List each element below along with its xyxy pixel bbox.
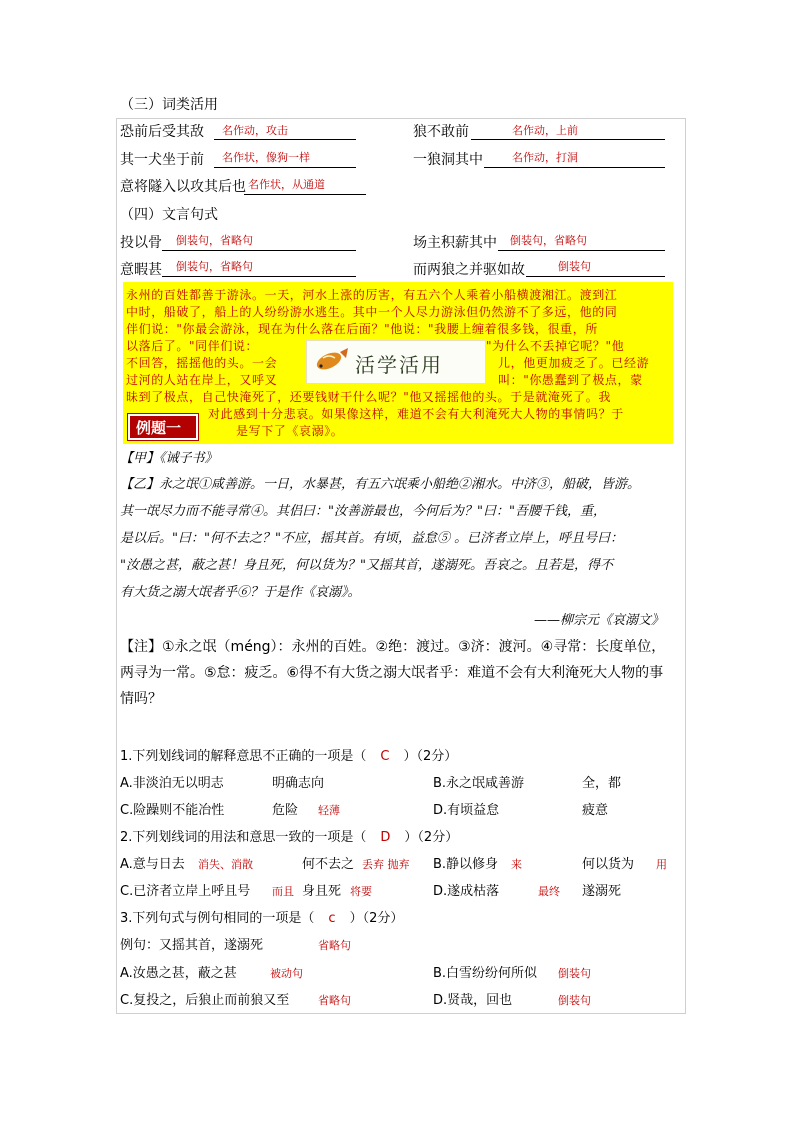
answer-text: 倒装句，省略句: [510, 234, 587, 247]
option-c: C.已济者立岸上呼且号: [120, 884, 251, 899]
question-text: 其一犬坐于前: [120, 152, 204, 168]
question-text: 狼不敢前: [413, 124, 469, 140]
option-d: D.有顷益怠: [433, 803, 500, 818]
option-d2: 遂溺死: [582, 884, 622, 899]
answer-text: 名作动，攻击: [222, 124, 288, 137]
option-a-note: 消失、消散: [198, 858, 253, 871]
question-stem: 3.下列句式与例句相同的一项是（ c ）（2分）: [120, 911, 404, 926]
passage-source: ——柳宗元《哀溺文》: [534, 613, 665, 628]
translation-line: 不回答，摇摇他的头。一会: [126, 356, 278, 370]
option-a2: 何不去之: [302, 857, 355, 872]
answer-text: 倒装句，省略句: [176, 260, 253, 273]
passage-line: 是以后。"曰："何不去之？"不应，摇其首。有顷，益怠⑤ 。已济者立岸上，呼且号曰：: [120, 531, 624, 546]
translation-line: 对此感到十分悲哀。如果像这样，难道不会有大利淹死大人物的事情吗？于: [208, 407, 624, 421]
translation-line: 是写下了《哀溺》。: [236, 424, 344, 438]
translation-line: 昧到了极点，自己快淹死了，还要钱财干什么呢？"他又摇摇他的头。于是就淹死了。我: [126, 390, 611, 404]
answer-underline: [471, 139, 665, 140]
option-d-note: 倒装句: [558, 994, 591, 1007]
option-c-note: 轻薄: [318, 804, 340, 817]
answer-text: 名作动，打洞: [512, 151, 578, 164]
option-a: A.非淡泊无以明志: [120, 776, 224, 791]
question-text: 投以骨: [120, 235, 162, 251]
option-d: D.贤哉，回也: [433, 993, 513, 1008]
option-d-note: 最终: [538, 885, 560, 898]
option-b-note: 来: [511, 858, 522, 871]
option-b: B.白雪纷纷何所似: [433, 966, 538, 981]
option-b-note: 倒装句: [558, 967, 591, 980]
logo-banner: [306, 340, 486, 384]
question-text: 而两狼之并驱如故: [413, 262, 525, 278]
passage-line: 有大货之溺大氓者乎⑥？于是作《哀溺》。: [120, 585, 361, 600]
passage-line: 【乙】永之氓①咸善游。一日，水暴甚，有五六氓乘小船绝②湘水。中济③，船破，皆游。: [120, 477, 641, 492]
translation-line: 以落后了。"同伴们说：: [126, 339, 259, 353]
option-d: D.遂成枯落: [433, 884, 500, 899]
option-b: B.静以修身: [433, 857, 499, 872]
option-b-meaning: 全，都: [582, 776, 622, 791]
answer-underline: [484, 167, 665, 168]
question-stem: 1.下列划线词的解释意思不正确的一项是（ C ）（2分）: [120, 749, 458, 764]
translation-line: 过河的人站在岸上，又呼叉: [126, 373, 278, 387]
option-a-note: 被动句: [270, 967, 303, 980]
question-text: 意将隧入以攻其后也: [120, 179, 246, 195]
translation-line: 中时，船破了，船上的人纷纷游水逃生。其中一个人尽力游泳但仍然游不了多远，他的同: [126, 305, 618, 319]
option-c2-note: 将要: [350, 885, 372, 898]
question-text: 一狼洞其中: [413, 152, 483, 168]
option-d-meaning: 疲意: [582, 803, 609, 818]
answer-underline: [162, 276, 356, 277]
answer-underline: [162, 250, 356, 251]
translation-line: 叫："你愚蠢到了极点，蒙: [498, 373, 643, 387]
koi-fish-icon: [313, 346, 349, 376]
translation-line: 永州的百姓都善于游泳。一天，河水上涨的厉害，有五六个人乘着小船横渡湘江。渡到江: [126, 288, 618, 302]
option-a: A.意与日去: [120, 857, 185, 872]
note-line: 情吗？: [120, 691, 162, 707]
passage-jia: 【甲】《诫子书》: [120, 451, 218, 466]
section-title-3: （三）词类活用: [120, 97, 218, 113]
option-a: A.汝愚之甚，蔽之甚: [120, 966, 237, 981]
logo-text: 活学活用: [355, 353, 443, 377]
option-c: C.复投之，后狼止而前狼又至: [120, 993, 290, 1008]
option-b2-note: 用: [656, 858, 667, 871]
example-badge-label: 例题一: [136, 419, 182, 437]
question-text: 意暇甚: [120, 262, 162, 278]
option-c-meaning: 危险: [272, 803, 299, 818]
answer-text: 倒装句: [558, 260, 591, 273]
option-a-meaning: 明确志向: [272, 776, 325, 791]
passage-line: "汝愚之甚，蔽之甚！身且死，何以货为？"又摇其首，遂溺死。吾哀之。且若是，得不: [120, 558, 613, 573]
option-c: C.险躁则不能冶性: [120, 803, 225, 818]
passage-line: 其一氓尽力而不能寻常④。其侣曰："汝善游最也，今何后为？"曰："吾腰千钱，重，: [120, 504, 606, 519]
option-b: B.永之氓咸善游: [433, 776, 525, 791]
example-note: 省略句: [318, 939, 351, 952]
answer-text: 名作状，从通道: [248, 178, 325, 191]
option-c-note: 省略句: [318, 994, 351, 1007]
question-text: 场主积薪其中: [413, 235, 497, 251]
option-c-note: 而且: [272, 885, 294, 898]
answer-underline: [214, 167, 356, 168]
answer-underline: [244, 194, 366, 195]
translation-line: 儿，他更加疲乏了。已经游: [498, 356, 650, 370]
option-c2: 身且死: [302, 884, 342, 899]
question-text: 恐前后受其敌: [120, 124, 204, 140]
answer-underline: [498, 250, 665, 251]
example-badge: [128, 414, 198, 440]
note-line: 【注】①永之氓（méng）：永州的百姓。②绝：渡过。③济：渡河。④寻常：长度单位，: [120, 639, 666, 655]
answer-underline: [214, 139, 356, 140]
section-title-4: （四）文言句式: [120, 207, 218, 223]
example-sentence: 例句：又摇其首，遂溺死: [120, 938, 264, 953]
answer-text: 名作动，上前: [512, 124, 578, 137]
answer-underline: [526, 276, 665, 277]
note-line: 两寻为一常。⑤怠：疲乏。⑥得不有大货之溺大氓者乎：难道不会有大利淹死大人物的事: [120, 665, 664, 681]
option-a2-note: 丢弃 抛弃: [362, 858, 410, 871]
translation-line: "为什么不丢掉它呢？"他: [486, 339, 625, 353]
question-stem: 2.下列划线词的用法和意思一致的一项是（ D ）（2分）: [120, 830, 459, 845]
option-b2: 何以货为: [582, 857, 635, 872]
answer-text: 倒装句，省略句: [176, 234, 253, 247]
translation-line: 伴们说："你最会游泳，现在为什么落在后面？"他说："我腰上缠着很多钱，很重，所: [126, 322, 598, 336]
answer-text: 名作状，像狗一样: [222, 151, 310, 164]
